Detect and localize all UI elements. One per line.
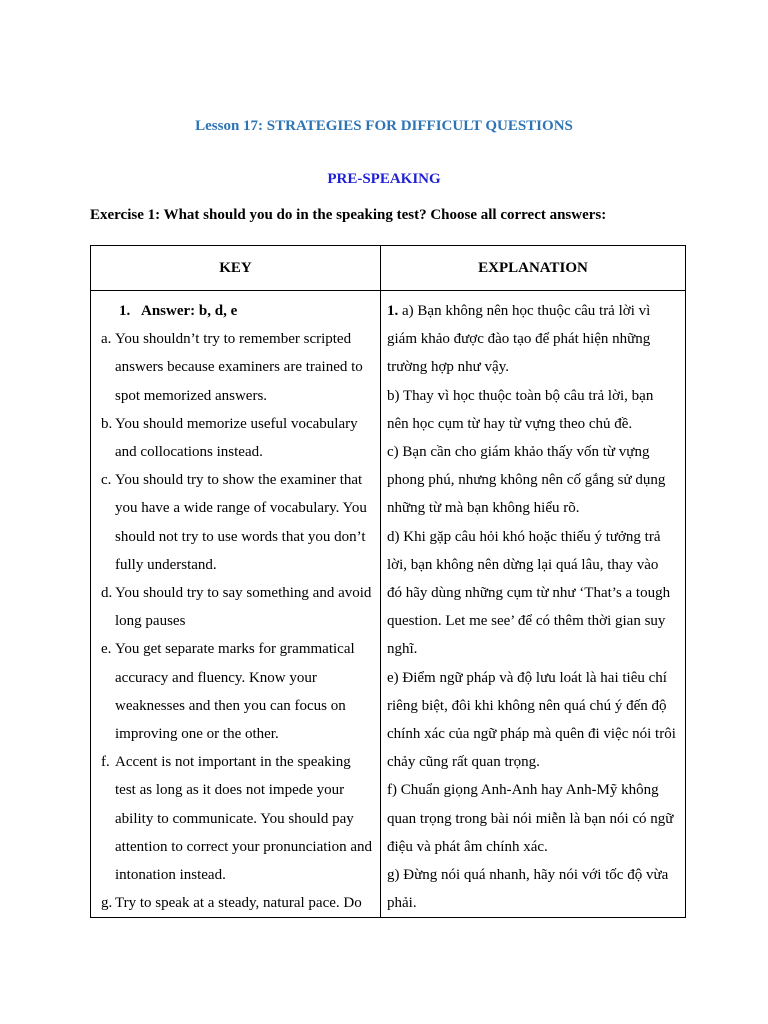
explanation-item xyxy=(387,861,677,917)
explanation-header: EXPLANATION xyxy=(381,246,686,291)
key-item-letter: a. xyxy=(101,331,112,348)
explanation-item xyxy=(387,438,677,523)
key-item-letter: c. xyxy=(101,472,112,489)
section-heading: PRE-SPEAKING xyxy=(327,171,441,187)
explanation-item xyxy=(387,297,677,382)
key-item-letter: e. xyxy=(101,641,112,658)
key-item xyxy=(101,635,374,748)
key-item-text: Accent is not important in the speaking test as long as it does not impede your ability to communicate. You should pay attention to correct your pronunciation and intonation instead. xyxy=(115,754,372,884)
answer-heading xyxy=(101,297,374,325)
explanation-number: 1. xyxy=(387,303,399,319)
table-row xyxy=(91,291,686,918)
lesson-title: Lesson 17: STRATEGIES FOR DIFFICULT QUESTIONS xyxy=(195,118,573,134)
key-item-letter: d. xyxy=(101,585,113,602)
key-item xyxy=(101,410,374,466)
key-item-text: You shouldn’t try to remember scripted answers because examiners are trained to spot memorized answers. xyxy=(115,331,363,404)
explanation-text: e) Điểm ngữ pháp và độ lưu loát là hai tiêu chí riêng biệt, đôi khi không nên quá chú ý đến độ chính xác của ngữ pháp mà quên đi việc nói trôi chảy cũng rất quan trọng. xyxy=(387,669,676,771)
answer-table xyxy=(90,245,686,918)
table-header-row xyxy=(91,246,686,291)
answer-number: 1. xyxy=(119,303,131,319)
key-item xyxy=(101,748,374,889)
key-header: KEY xyxy=(91,246,381,291)
explanation-item xyxy=(387,523,677,664)
key-item-text: You should try to say something and avoid long pauses xyxy=(115,585,372,630)
key-cell xyxy=(91,291,381,918)
explanation-text: a) Bạn không nên học thuộc câu trả lời vì giám khảo được đào tạo để phát hiện những trường hợp như vậy. xyxy=(387,303,651,376)
key-item-text: You get separate marks for grammatical accuracy and fluency. Know your weaknesses and then you can focus on improving one or the other. xyxy=(115,641,355,743)
key-item-text: You should try to show the examiner that you have a wide range of vocabulary. You should not try to use words that you don’t fully understand. xyxy=(115,472,367,573)
explanation-text: c) Bạn cần cho giám khảo thấy vốn từ vựng phong phú, nhưng không nên cố gắng sử dụng những từ mà bạn không hiểu rõ. xyxy=(387,444,666,517)
key-item xyxy=(101,579,374,635)
explanation-text: g) Đừng nói quá nhanh, hãy nói với tốc độ vừa phải. xyxy=(387,867,669,912)
explanation-item xyxy=(387,382,677,438)
explanation-cell xyxy=(381,291,686,918)
key-item-text: Try to speak at a steady, natural pace. Do xyxy=(115,895,362,912)
key-item-letter: b. xyxy=(101,415,113,432)
key-item xyxy=(101,889,374,917)
key-item xyxy=(101,466,374,579)
key-list xyxy=(101,325,374,917)
answer-label: Answer: b, d, e xyxy=(141,303,238,319)
key-item xyxy=(101,325,374,410)
exercise-prompt: Exercise 1: What should you do in the speaking test? Choose all correct answers: xyxy=(90,207,607,223)
explanation-text: b) Thay vì học thuộc toàn bộ câu trả lời, bạn nên học cụm từ hay từ vựng theo chủ đề. xyxy=(387,387,654,432)
explanation-item xyxy=(387,664,677,777)
explanation-list xyxy=(387,297,677,917)
key-item-letter: f. xyxy=(101,754,110,771)
key-item-text: You should memorize useful vocabulary and collocations instead. xyxy=(115,415,358,461)
explanation-text: f) Chuẩn giọng Anh-Anh hay Anh-Mỹ không quan trọng trong bài nói miễn là bạn nói có ngữ điệu và phát âm chính xác. xyxy=(387,782,674,855)
key-item-letter: g. xyxy=(101,895,113,912)
explanation-item xyxy=(387,776,677,861)
explanation-text: d) Khi gặp câu hỏi khó hoặc thiếu ý tưởng trả lời, bạn không nên dừng lại quá lâu, thay vào đó hãy dùng những cụm từ như ‘That’s a tough question. Let me see’ để có thêm thời gian suy nghĩ. xyxy=(387,528,671,658)
